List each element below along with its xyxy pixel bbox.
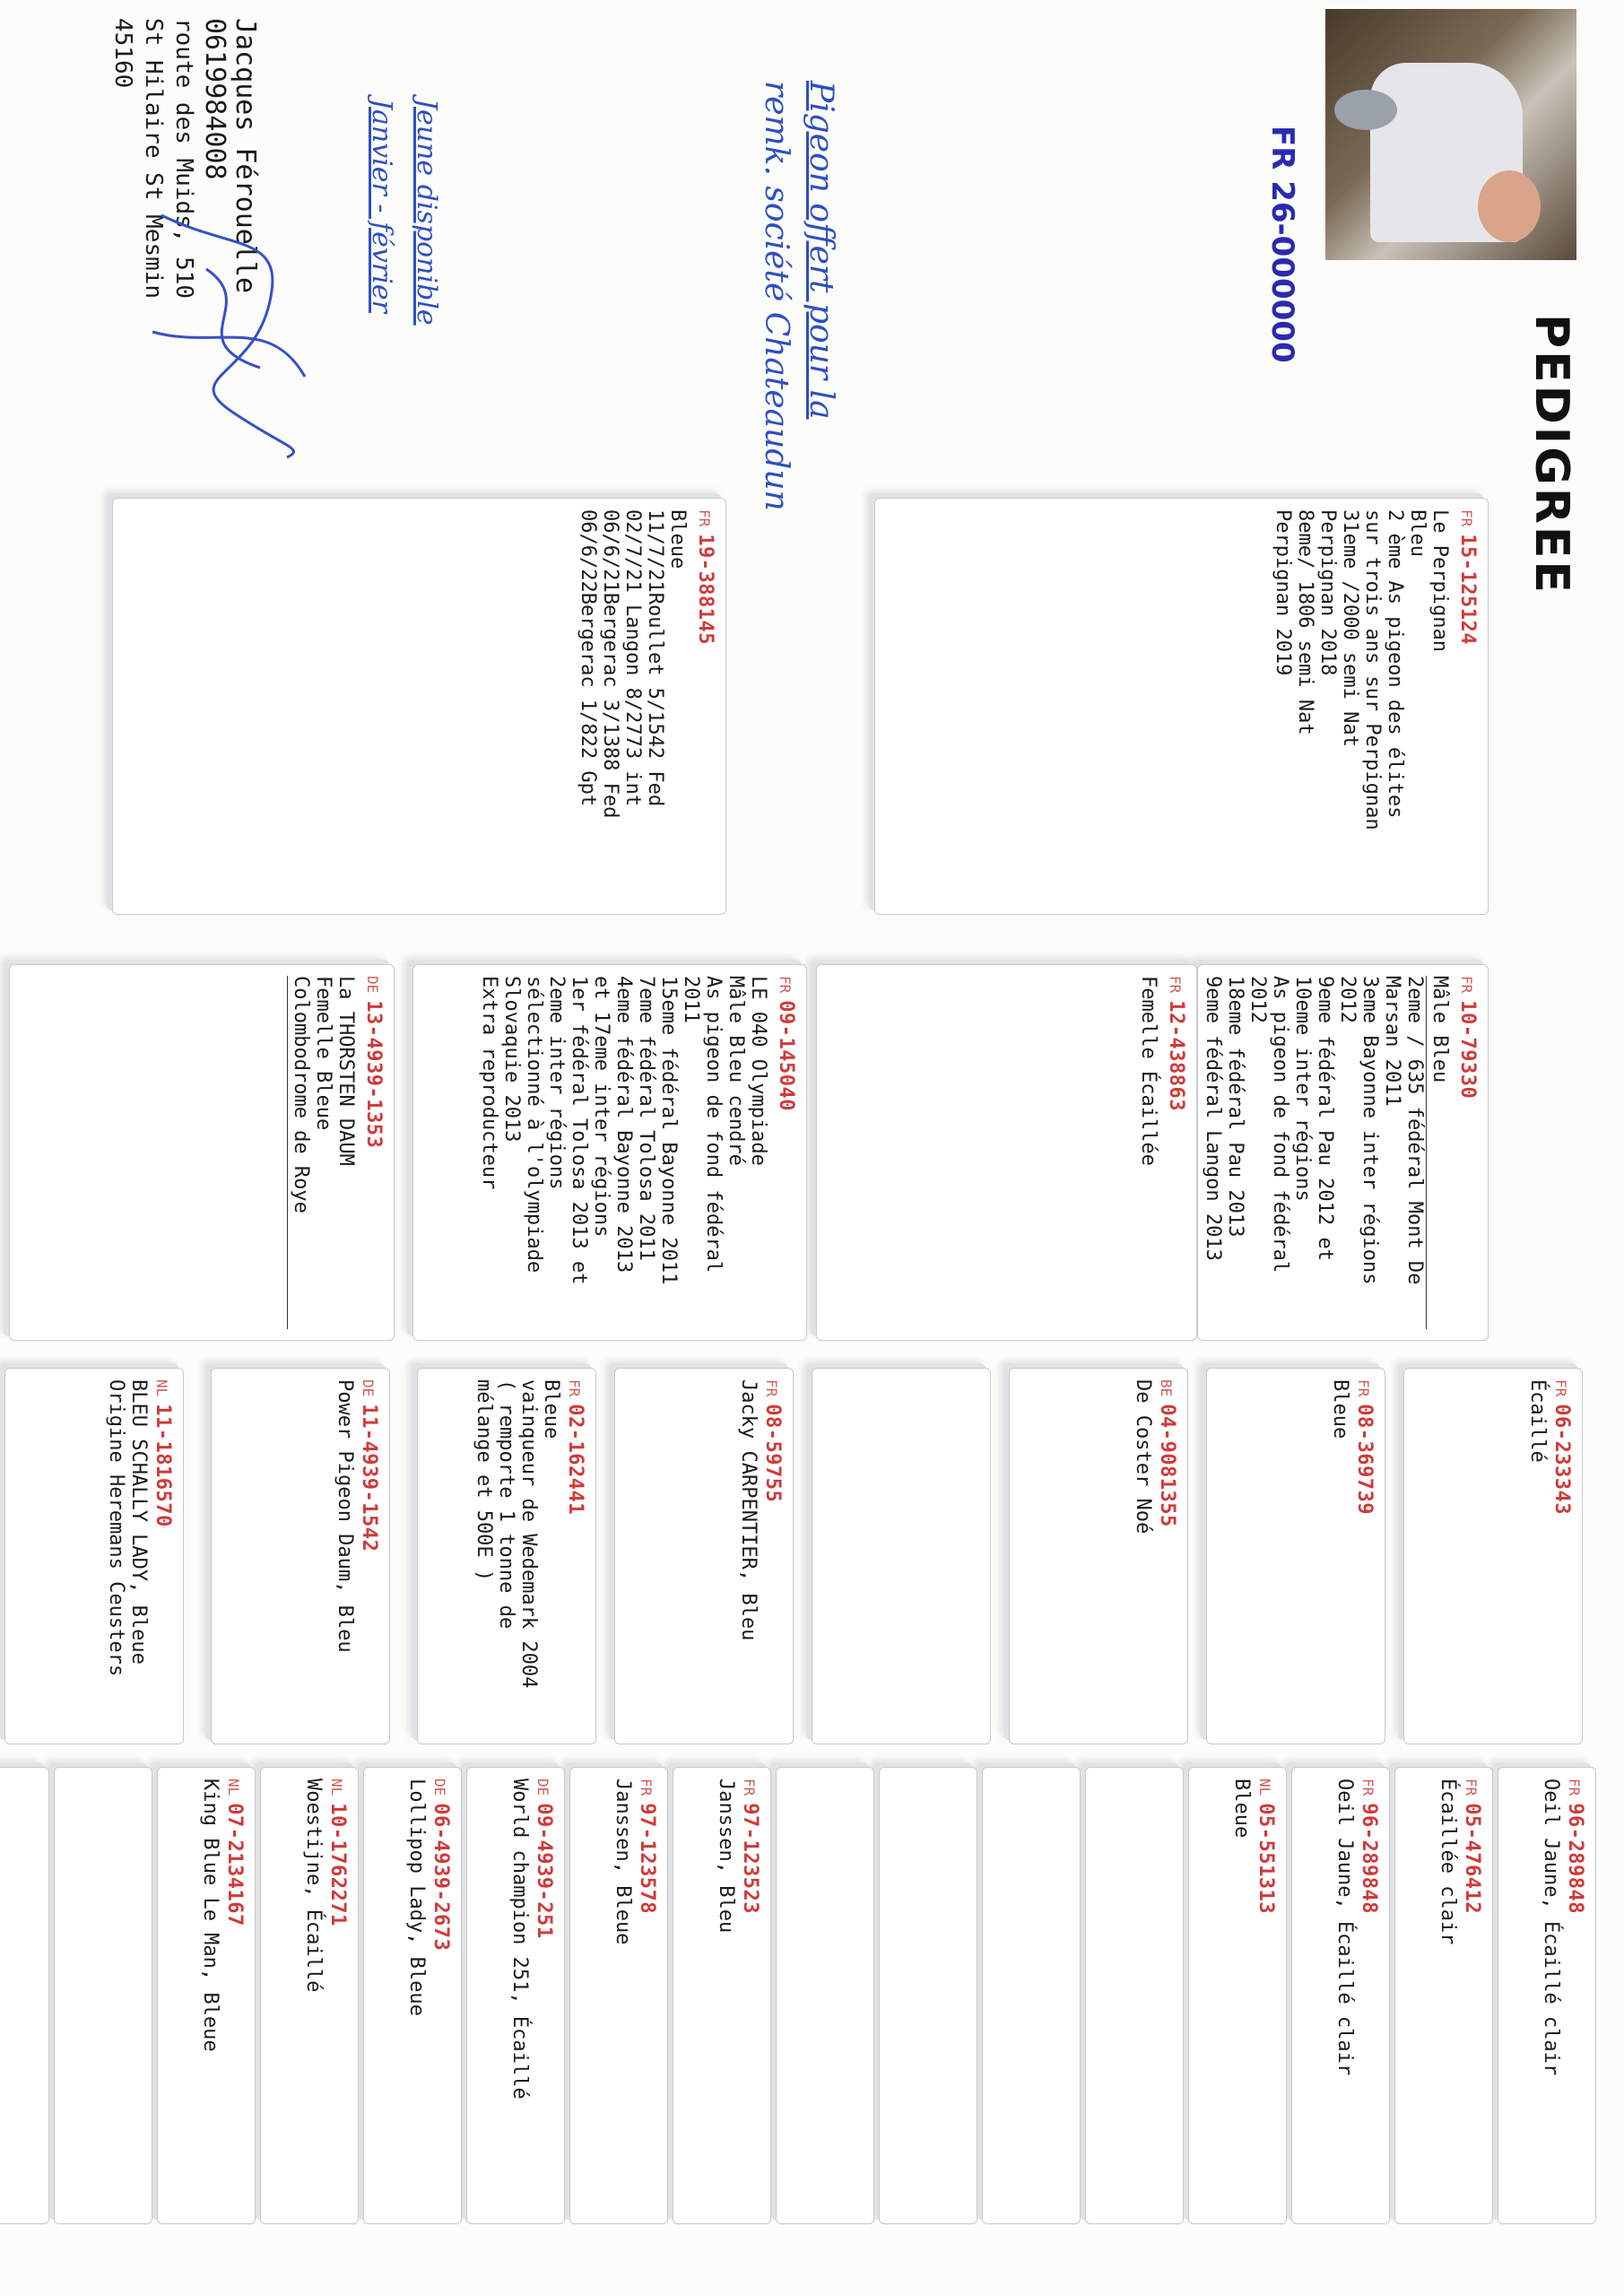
pedigree-card-gen3-5 bbox=[614, 1368, 794, 1744]
card-line: Bleue bbox=[1329, 1379, 1351, 1439]
note-offered: Pigeon offert pour la remk. société Chateaudun bbox=[758, 81, 839, 511]
card-line: Oeil Jaune, Écaillé clair bbox=[1333, 1779, 1356, 2076]
card-line: World champion 251, Écaillé bbox=[508, 1779, 531, 2100]
card-line: LE 040 Olympiade bbox=[747, 976, 769, 1166]
owner-name: Jacques Férouelle bbox=[230, 18, 261, 294]
card-line: sélectionné à l'olympiade bbox=[523, 976, 545, 1274]
ring-number: FR06-233343 bbox=[1550, 1379, 1573, 1515]
pedigree-card-gen4-15 bbox=[54, 1767, 152, 2224]
card-line: Bleue bbox=[540, 1379, 562, 1439]
pedigree-card-gen4-4 bbox=[1188, 1767, 1287, 2224]
card-line: 18eme fédéral Pau 2013 bbox=[1224, 976, 1246, 1238]
card-line: Perpignan 2019 bbox=[1272, 509, 1294, 676]
card-line: Bleue bbox=[666, 509, 689, 570]
owner-city: St Hilaire St Mesmin bbox=[140, 18, 167, 300]
card-line: Janssen, Bleue bbox=[612, 1779, 634, 1945]
card-line: Marsan 2011 bbox=[1381, 976, 1403, 1107]
card-line: mélange et 500E ) bbox=[473, 1379, 495, 1582]
card-line: 10eme inter régions bbox=[1291, 976, 1314, 1202]
pedigree-card-sire-sire bbox=[1197, 964, 1489, 1341]
card-line: 9eme fédéral Langon 2013 bbox=[1202, 976, 1224, 1261]
owner-postcode: 45160 bbox=[109, 18, 136, 89]
ring-number: FR96-289848 bbox=[1564, 1779, 1586, 1914]
pedigree-card-gen4-12 bbox=[363, 1767, 462, 2224]
card-line: et 17eme inter régions bbox=[590, 976, 612, 1238]
ring-number: FR19-388145 bbox=[694, 509, 716, 645]
ring-number: FR08-369739 bbox=[1353, 1379, 1376, 1515]
card-line: Power Pigeon Daum, Bleu bbox=[334, 1379, 356, 1653]
card-line: Lollipop Lady, Bleue bbox=[405, 1779, 428, 2016]
pedigree-card-dam-dam bbox=[9, 964, 395, 1341]
ring-number: FR05-476412 bbox=[1461, 1779, 1483, 1914]
card-line: Oeil Jaune, Écaillé clair bbox=[1540, 1779, 1562, 2076]
pedigree-card-gen4-3 bbox=[1291, 1767, 1390, 2224]
card-line: Femelle Bleue bbox=[312, 976, 334, 1131]
card-line: Bleu bbox=[1406, 509, 1429, 557]
card-line: 31eme /2000 semi Nat bbox=[1339, 509, 1361, 747]
card-line: 9eme fédéral Pau 2012 et bbox=[1314, 976, 1336, 1261]
pedigree-card-gen4-10 bbox=[569, 1767, 668, 2224]
pedigree-card-gen4-5 bbox=[1085, 1767, 1184, 2224]
pedigree-card-gen4-1 bbox=[1498, 1767, 1596, 2224]
card-line: 15eme fédéral Bayonne 2011 bbox=[657, 976, 680, 1285]
pedigree-card-gen3-3 bbox=[1009, 1368, 1188, 1744]
signature bbox=[126, 197, 323, 466]
card-line: 2011 bbox=[680, 976, 702, 1023]
card-line: Femelle Écaillée bbox=[1137, 976, 1159, 1166]
ring-number: FR10-79330 bbox=[1456, 976, 1479, 1100]
owner-phone: 0619984008 bbox=[199, 18, 230, 180]
card-line: Origine Heremans Ceusters bbox=[105, 1379, 127, 1677]
card-line: Colombodrome de Roye bbox=[287, 976, 312, 1329]
ring-number: NL11-1816570 bbox=[152, 1379, 174, 1527]
card-line: 06/6/22Bergerac 1/822 Gpt bbox=[577, 509, 599, 807]
card-line: Le Perpignan bbox=[1429, 509, 1451, 652]
card-line: Écaillée clair bbox=[1437, 1779, 1459, 1945]
card-line: 4eme fédéral Bayonne 2013 bbox=[612, 976, 635, 1274]
pedigree-card-gen4-11 bbox=[466, 1767, 565, 2224]
pedigree-card-gen3-4 bbox=[812, 1368, 991, 1744]
card-line: Mâle Bleu bbox=[1426, 976, 1451, 1329]
pedigree-card-gen4-2 bbox=[1394, 1767, 1493, 2224]
card-line: 1er fédéral Tolosa 2013 et bbox=[568, 976, 590, 1285]
pedigree-card-gen3-7 bbox=[211, 1368, 390, 1744]
card-line: sur trois ans sur Perpignan bbox=[1361, 509, 1384, 831]
card-line: 8eme/ 1806 semi Nat bbox=[1294, 509, 1316, 735]
ring-number: FR02-162441 bbox=[564, 1379, 586, 1515]
pedigree-card-sire-dam bbox=[816, 964, 1197, 1341]
ring-number: DE09-4939-251 bbox=[533, 1779, 555, 1939]
ring-number: FR15-125124 bbox=[1456, 509, 1479, 645]
ring-number: FR12-438863 bbox=[1165, 976, 1187, 1111]
card-line: 7eme fédéral Tolosa 2011 bbox=[635, 976, 657, 1261]
card-line: As pigeon de fond fédéral bbox=[1269, 976, 1291, 1274]
card-line: 2012 bbox=[1246, 976, 1269, 1023]
card-line: 2eme / 635 fédéral Mont De bbox=[1403, 976, 1426, 1285]
pedigree-card-gen3-8 bbox=[4, 1368, 184, 1744]
card-line: 11/7/21Roullet 5/1542 Fed bbox=[644, 509, 666, 807]
ring-number: BE04-9081355 bbox=[1156, 1379, 1178, 1527]
pedigree-card-gen4-16 bbox=[0, 1767, 49, 2224]
ring-number: NL07-2134167 bbox=[223, 1779, 246, 1926]
ring-number: FR96-289848 bbox=[1358, 1779, 1380, 1914]
card-line: King Blue Le Man, Bleue bbox=[199, 1779, 221, 2052]
pedigree-card-gen4-13 bbox=[260, 1767, 359, 2224]
card-line: 2 ème As pigeon des élites bbox=[1384, 509, 1406, 819]
card-line: vainqueur de Wedemark 2004 bbox=[517, 1379, 540, 1689]
pedigree-card-gen3-1 bbox=[1403, 1368, 1583, 1744]
page-title: PEDIGREE bbox=[1524, 314, 1578, 596]
pedigree-card-dam-sire bbox=[413, 964, 807, 1341]
card-line: As pigeon de fond fédéral bbox=[702, 976, 725, 1274]
pedigree-card-gen3-6 bbox=[417, 1368, 596, 1744]
ring-number: FR08-59755 bbox=[761, 1379, 784, 1503]
pedigree-card-gen4-6 bbox=[982, 1767, 1081, 2224]
card-line: Woestijne, Écaillé bbox=[302, 1779, 325, 1993]
card-line: 06/6/21Bergerac 3/1388 Fed bbox=[599, 509, 621, 819]
card-line: Perpignan 2018 bbox=[1316, 509, 1339, 676]
main-ring-number: FR 26-000000 bbox=[1264, 126, 1300, 363]
pedigree-card-gen4-14 bbox=[157, 1767, 256, 2224]
card-line: Bleue bbox=[1230, 1779, 1253, 1839]
note-young-available: Jeune disponible Janvier - février bbox=[366, 99, 442, 326]
pedigree-card-gen4-9 bbox=[673, 1767, 771, 2224]
ring-number: DE13-4939-1353 bbox=[362, 976, 385, 1149]
card-line: 2012 bbox=[1336, 976, 1359, 1023]
card-line: ( remporte 1 tonne de bbox=[495, 1379, 517, 1630]
card-line: La THORSTEN DAUM bbox=[334, 976, 357, 1166]
card-line: Écaillé bbox=[1526, 1379, 1549, 1463]
owner-address: route des Muids, 510 bbox=[170, 18, 197, 300]
pedigree-card-gen3-2 bbox=[1206, 1368, 1385, 1744]
card-line: Slovaquie 2013 bbox=[500, 976, 523, 1143]
card-line: De Coster Noé bbox=[1132, 1379, 1154, 1535]
ring-number: NL05-551313 bbox=[1255, 1779, 1277, 1914]
ring-number: DE06-4939-2673 bbox=[430, 1779, 452, 1952]
ring-number: NL10-1762271 bbox=[326, 1779, 349, 1926]
pedigree-card-gen4-7 bbox=[879, 1767, 977, 2224]
card-line: Extra reproducteur bbox=[478, 976, 500, 1190]
pedigree-card-sire bbox=[874, 498, 1489, 915]
card-line: 02/7/21 Langon 8/2773 int bbox=[621, 509, 644, 807]
ring-number: FR97-123578 bbox=[636, 1779, 658, 1914]
ring-number: FR09-145040 bbox=[775, 976, 797, 1111]
card-line: 2eme inter régions bbox=[545, 976, 568, 1190]
owner-photo bbox=[1325, 9, 1576, 260]
card-line: BLEU SCHALLY LADY, Bleue bbox=[127, 1379, 150, 1665]
card-line: Mâle Bleu cendré bbox=[725, 976, 747, 1166]
pedigree-card-dam bbox=[112, 498, 726, 915]
card-line: Jacky CARPENTIER, Bleu bbox=[737, 1379, 760, 1641]
pedigree-card-gen4-8 bbox=[776, 1767, 874, 2224]
card-line: 3eme Bayonne inter régions bbox=[1359, 976, 1381, 1285]
card-line: Janssen, Bleu bbox=[715, 1779, 737, 1934]
ring-number: DE11-4939-1542 bbox=[358, 1379, 380, 1552]
ring-number: FR97-123523 bbox=[739, 1779, 761, 1914]
